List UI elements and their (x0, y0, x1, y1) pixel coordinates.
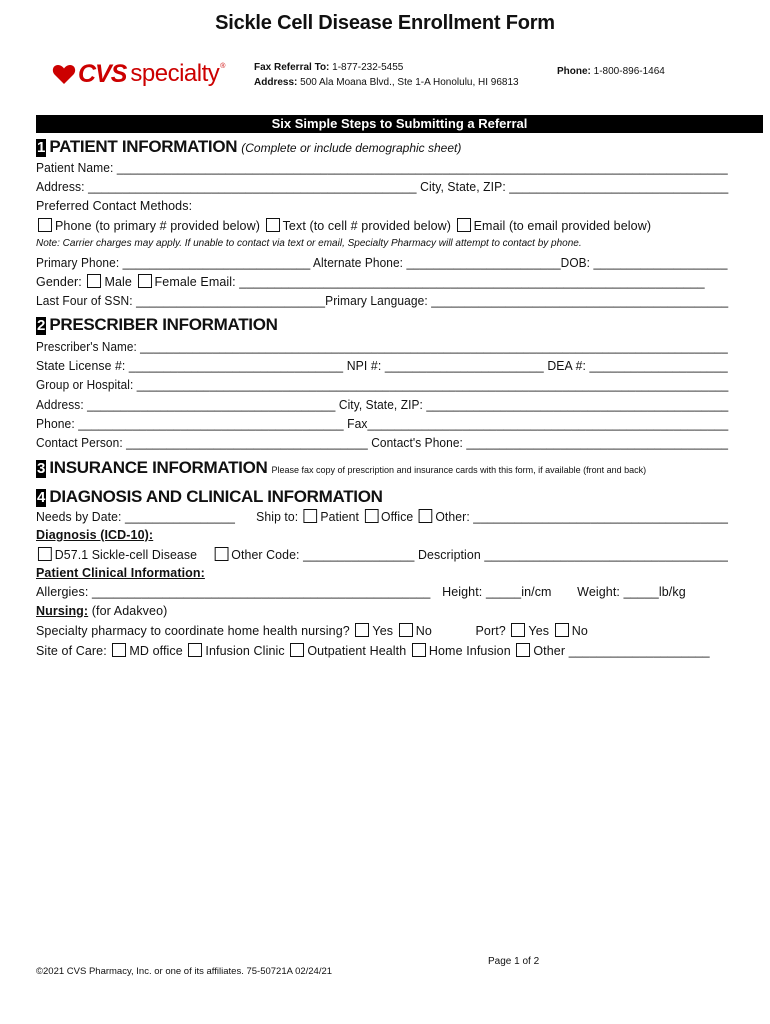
site-home-checkbox[interactable] (412, 643, 426, 657)
logo-registered-mark: ® (220, 62, 226, 70)
coord-no-label: No (415, 624, 432, 638)
cvs-specialty-logo (52, 58, 225, 90)
port-no-label: No (571, 624, 588, 638)
patient-address-field[interactable]: Address: ________________________________________________ City, State, ZIP: ________________________________ (36, 180, 729, 194)
nursing-note: (for Adakveo) (88, 604, 168, 618)
site-outpatient-label: Outpatient Health (307, 644, 407, 658)
contact-person-field[interactable]: Contact Person: ____________________________________ Contact's Phone: _______________________________________ (36, 436, 729, 450)
steps-banner: Six Simple Steps to Submitting a Referral (36, 115, 763, 133)
site-infusion-label: Infusion Clinic (205, 644, 285, 658)
male-label: Male (104, 275, 132, 289)
allergies-row (36, 585, 686, 599)
nursing-row (36, 604, 167, 618)
coord-yes-label: Yes (372, 624, 394, 638)
female-checkbox[interactable] (138, 274, 152, 288)
ship-patient-label: Patient (320, 510, 360, 524)
header-contact (254, 60, 519, 90)
license-npi-dea-field[interactable]: State License #: _______________________________ NPI #: _______________________ DEA #: ____________________ (36, 359, 728, 373)
phone-contact-checkbox[interactable] (38, 218, 52, 232)
section-patient-header (36, 137, 461, 157)
copyright: ©2021 CVS Pharmacy, Inc. or one of its affiliates. 75-50721A 02/24/21 (36, 966, 333, 977)
prescriber-phone-fax-field[interactable]: Phone: _______________________________________ Fax_____________________________________________________ (36, 417, 729, 431)
section-title: PATIENT INFORMATION (49, 137, 238, 156)
section-number: 4 (37, 489, 46, 506)
height-field[interactable]: Height: _____in/cm (442, 585, 552, 599)
ship-other-checkbox[interactable] (419, 509, 433, 523)
section-prescriber-header (36, 315, 278, 335)
ship-patient-checkbox[interactable] (304, 509, 318, 523)
male-checkbox[interactable] (87, 274, 101, 288)
phone-contact-label: Phone (to primary # provided below) (55, 219, 260, 233)
weight-field[interactable]: Weight: _____lb/kg (577, 585, 686, 599)
site-md-checkbox[interactable] (112, 643, 126, 657)
coord-yes-checkbox[interactable] (355, 623, 369, 637)
patient-name-field[interactable]: Patient Name: __________________________________________________________________________________________ (36, 161, 728, 175)
site-outpatient-checkbox[interactable] (290, 643, 304, 657)
email-contact-label: Email (to email provided below) (473, 219, 652, 233)
contact-methods-options (36, 218, 651, 233)
other-code-checkbox[interactable] (214, 547, 228, 561)
text-contact-checkbox[interactable] (266, 218, 280, 232)
section-title: INSURANCE INFORMATION (49, 458, 268, 477)
contact-methods-label: Preferred Contact Methods: (36, 199, 193, 213)
site-md-label: MD office (129, 644, 183, 658)
section-note: (Complete or include demographic sheet) (241, 141, 462, 155)
gender-email-row (36, 274, 705, 289)
port-yes-label: Yes (528, 624, 550, 638)
group-hospital-field[interactable]: Group or Hospital: _________________________________________________________________________________________ (36, 378, 729, 392)
coordinate-nursing-row (36, 623, 588, 638)
section-diagnosis-header (36, 487, 383, 507)
email-field[interactable]: Email: __________________________________________________________________ (200, 275, 705, 289)
patient-phones-field[interactable]: Primary Phone: ____________________________ Alternate Phone: _______________________DOB: ____________________ (36, 256, 728, 270)
section-number: 2 (37, 317, 46, 334)
logo-brand: CVS (78, 59, 127, 88)
coord-no-checkbox[interactable] (399, 623, 413, 637)
logo-word: specialty (130, 60, 220, 87)
gender-label: Gender: (36, 275, 82, 289)
carrier-note: Note: Carrier charges may apply. If unable to contact via text or email, Specialty Pharmacy will attempt to contact by phone. (36, 238, 582, 249)
text-contact-label: Text (to cell # provided below) (282, 219, 452, 233)
prescriber-address-field[interactable]: Address: _____________________________________ City, State, ZIP: _____________________________________________ (36, 398, 729, 412)
ship-office-checkbox[interactable] (364, 509, 378, 523)
female-label: Female (154, 275, 197, 289)
address-label: Address: (254, 77, 298, 88)
d57-label: D57.1 Sickle-cell Disease (54, 548, 198, 562)
port-no-checkbox[interactable] (555, 623, 569, 637)
site-of-care-row (36, 643, 710, 658)
diagnosis-row (36, 547, 728, 562)
allergies-field[interactable]: Allergies: ________________________________________________ (36, 585, 431, 599)
section-title: DIAGNOSIS AND CLINICAL INFORMATION (49, 487, 383, 506)
site-home-label: Home Infusion (428, 644, 511, 658)
coordinate-question: Specialty pharmacy to coordinate home health nursing? (36, 624, 350, 638)
site-of-care-label: Site of Care: (36, 644, 107, 658)
phone-value: 1-800-896-1464 (590, 66, 665, 77)
needs-ship-row (36, 509, 728, 524)
port-yes-checkbox[interactable] (511, 623, 525, 637)
section-note: Please fax copy of prescription and insurance cards with this form, if available (front and back) (271, 465, 647, 475)
site-other-field[interactable]: Other ____________________ (533, 644, 710, 658)
section-insurance-header (36, 458, 646, 478)
site-infusion-checkbox[interactable] (188, 643, 202, 657)
email-contact-checkbox[interactable] (457, 218, 471, 232)
section-number: 1 (37, 139, 46, 156)
d57-checkbox[interactable] (38, 547, 52, 561)
nursing-label: Nursing: (36, 604, 89, 618)
form-title: Sickle Cell Disease Enrollment Form (215, 12, 555, 34)
fax-label: Fax Referral To: (254, 62, 330, 73)
ship-to-label: Ship to: (256, 510, 299, 524)
port-question: Port? (475, 624, 506, 638)
other-code-field[interactable]: Other Code: ________________ Description ___________________________________ (231, 548, 728, 562)
page-number: Page 1 of 2 (488, 956, 540, 967)
phone-label: Phone: (557, 66, 591, 77)
site-other-checkbox[interactable] (516, 643, 530, 657)
heart-icon (52, 63, 76, 85)
needs-by-date-field[interactable]: Needs by Date: ________________ (36, 510, 236, 524)
fax-value: 1-877-232-5455 (329, 62, 404, 73)
ssn-language-field[interactable]: Last Four of SSN: ____________________________Primary Language: ____________________________________________ (36, 294, 729, 308)
prescriber-name-field[interactable]: Prescriber's Name: _________________________________________________________________________________________ (36, 340, 728, 354)
section-number: 3 (37, 460, 46, 477)
section-title: PRESCRIBER INFORMATION (49, 315, 278, 334)
header-phone (557, 66, 665, 77)
clinical-info-label: Patient Clinical Information: (36, 566, 205, 580)
address-value: 500 Ala Moana Blvd., Ste 1-A Honolulu, HI 96813 (297, 77, 519, 88)
ship-other-field[interactable]: Other: _____________________________________ (435, 510, 728, 524)
ship-office-label: Office (381, 510, 414, 524)
diagnosis-label: Diagnosis (ICD-10): (36, 528, 154, 542)
